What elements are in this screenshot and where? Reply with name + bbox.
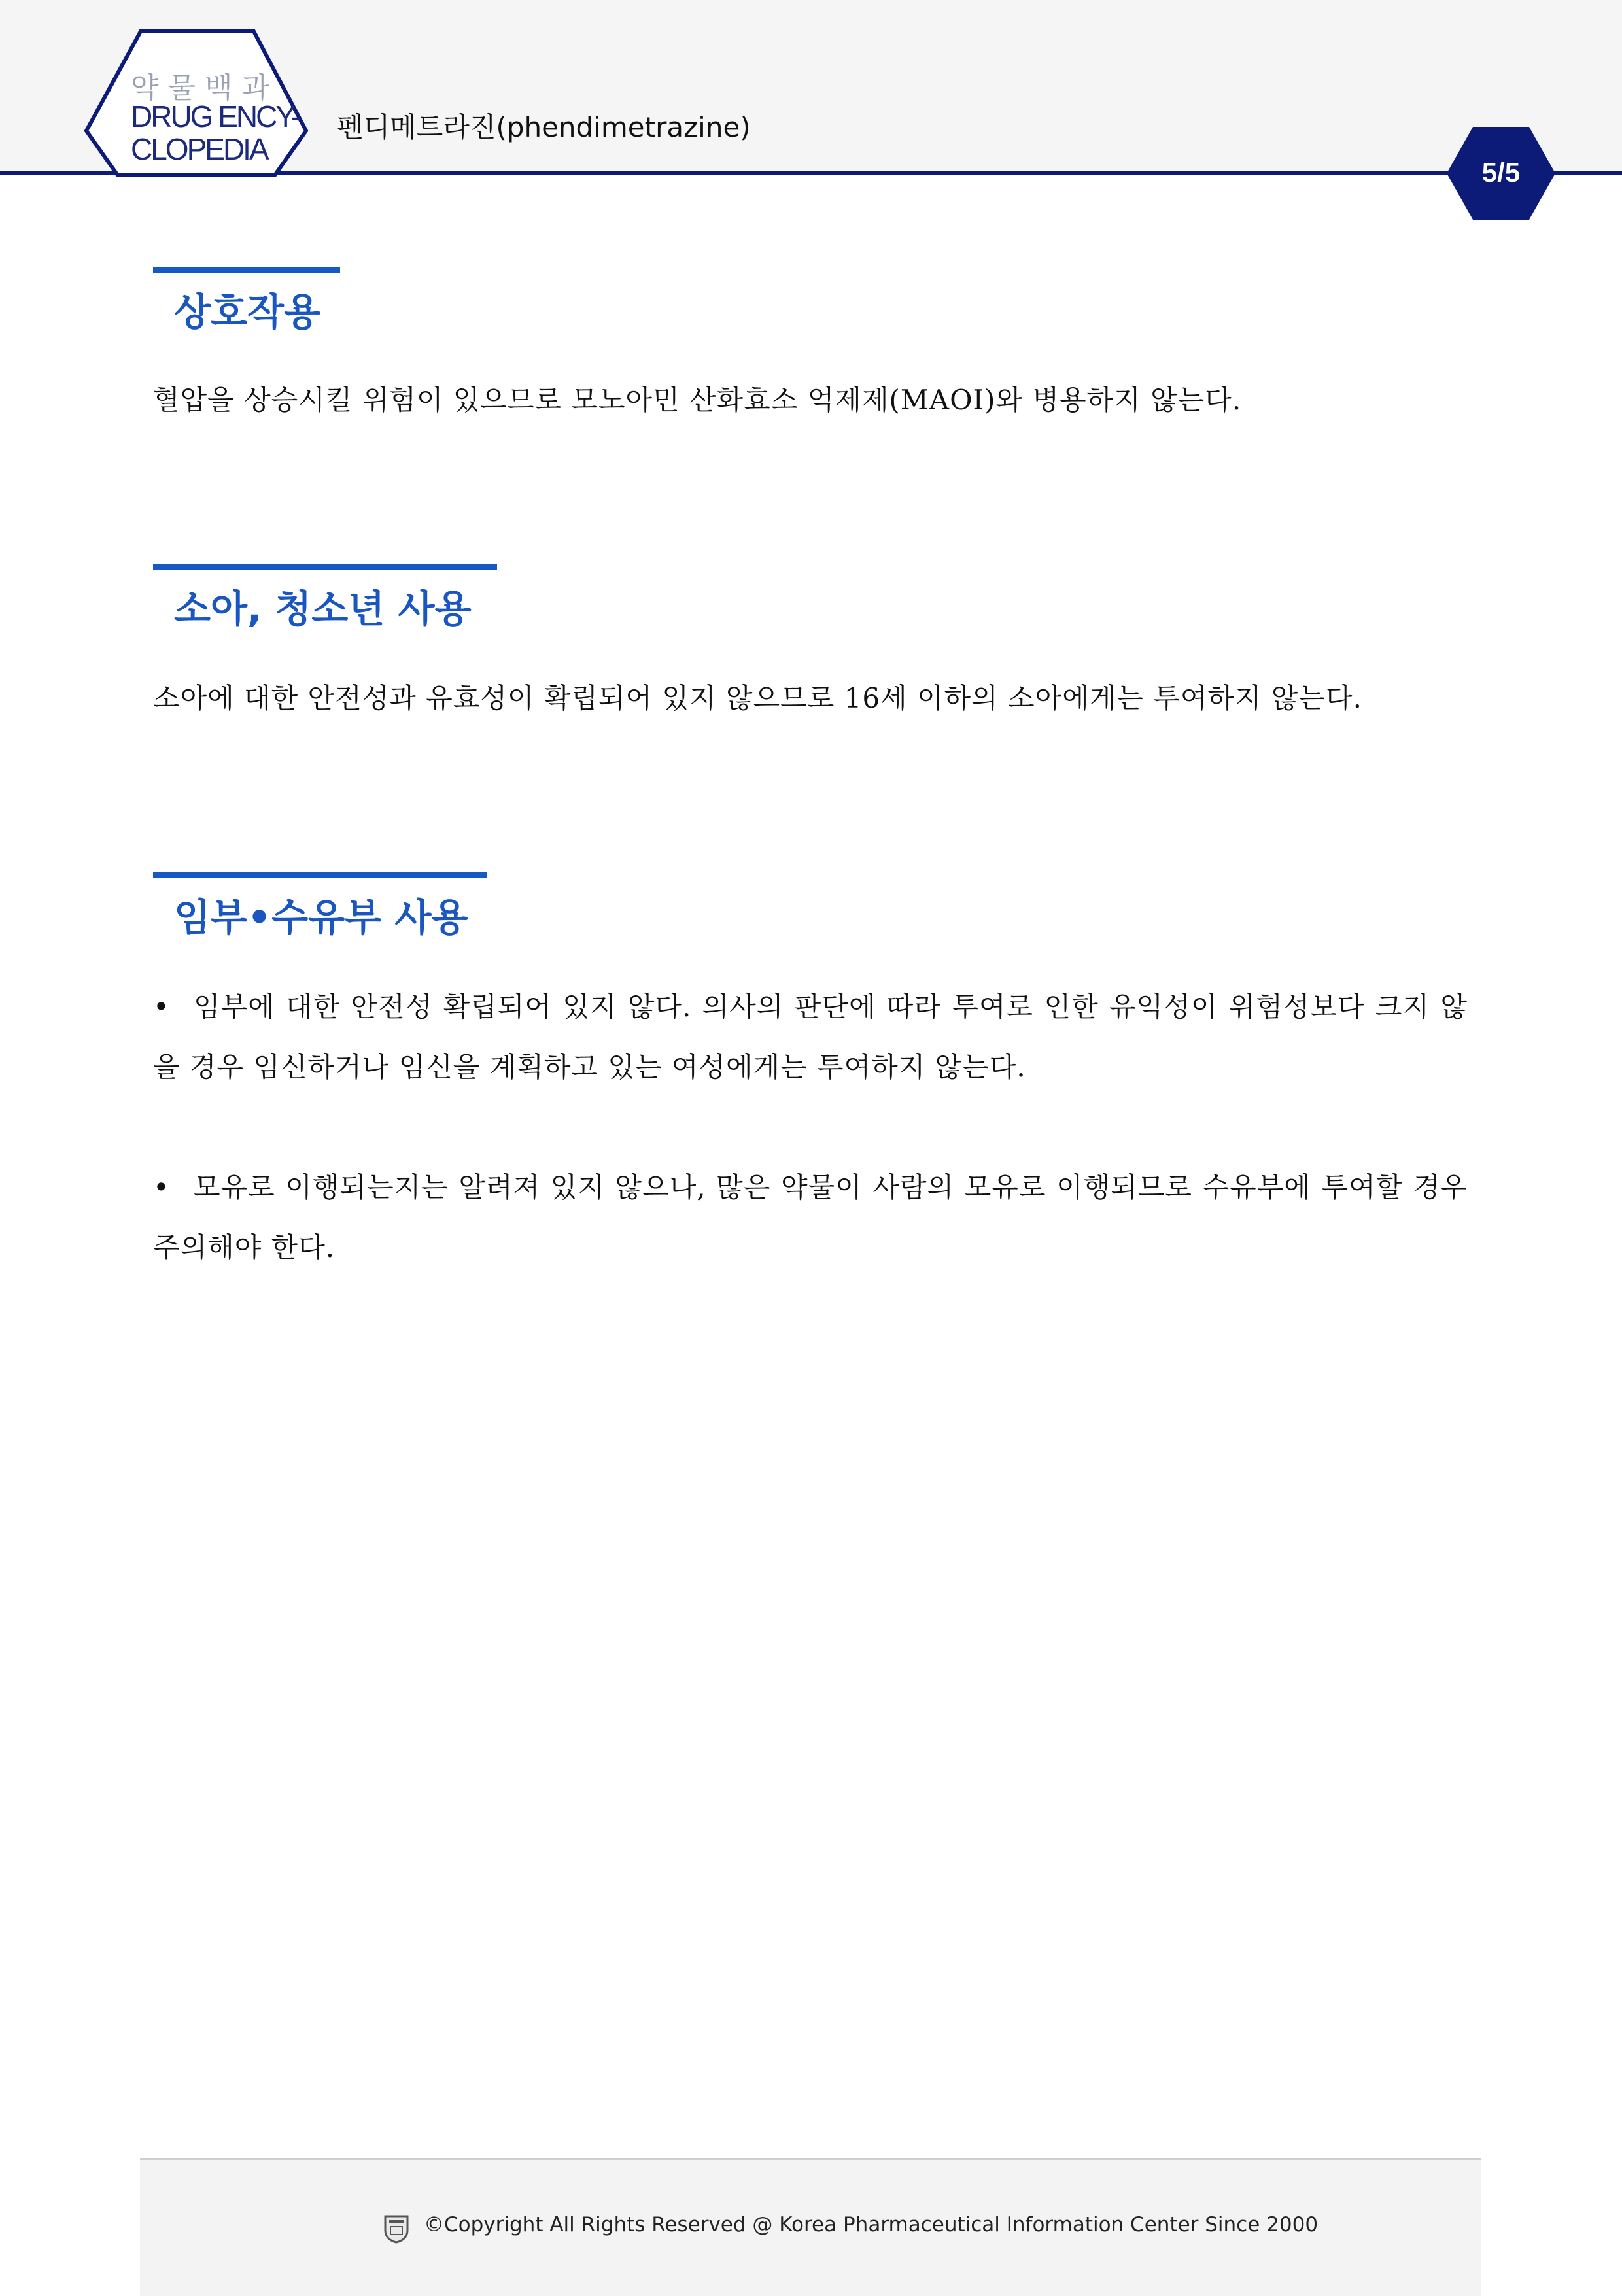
pregnancy-text-2: 모유로 이행되는지는 알려져 있지 않으나, 많은 약물이 사람의 모유로 이행되므로 수유부에 투여할 경우 주의해야 한다. xyxy=(153,1171,1468,1263)
document-title: 펜디메트라진(phendimetrazine) xyxy=(337,111,751,143)
logo-korean-text: 약물백과 xyxy=(131,72,279,104)
logo-english-line2: CLOPEDIA xyxy=(131,132,267,166)
emblem-icon xyxy=(383,2214,410,2244)
section-heading-pediatric: 소아, 청소년 사용 xyxy=(174,587,472,631)
pregnancy-bullet-2 xyxy=(153,1157,1468,1278)
pregnancy-text-1: 임부에 대한 안전성 확립되어 있지 않다. 의사의 판단에 따라 투여로 인한 유익성이 위험성보다 크지 않을 경우 임신하거나 임신을 계획하고 있는 여성에게는 투여하지 않는다. xyxy=(153,991,1468,1083)
section-bar xyxy=(153,267,340,273)
pregnancy-bullet-1 xyxy=(153,977,1468,1097)
section-bar xyxy=(153,564,497,570)
bullet-icon: • xyxy=(153,1171,170,1203)
footer-copyright: ©Copyright All Rights Reserved @ Korea Pharmaceutical Information Center Since 2000 xyxy=(424,2213,1319,2236)
logo-english-line1: DRUG ENCY- xyxy=(131,99,300,133)
interactions-text: 혈압을 상승시킬 위험이 있으므로 모노아민 산화효소 억제제(MAOI)와 병용하지 않는다. xyxy=(153,384,1242,416)
pediatric-text: 소아에 대한 안전성과 유효성이 확립되어 있지 않으므로 16세 이하의 소아에게는 투여하지 않는다. xyxy=(153,682,1362,714)
bullet-icon: • xyxy=(153,991,170,1023)
section-heading-pregnancy: 임부•수유부 사용 xyxy=(174,895,468,940)
page-indicator: 5/5 xyxy=(1481,157,1521,188)
section-bar xyxy=(153,872,487,878)
section-heading-interactions: 상호작용 xyxy=(174,290,321,334)
